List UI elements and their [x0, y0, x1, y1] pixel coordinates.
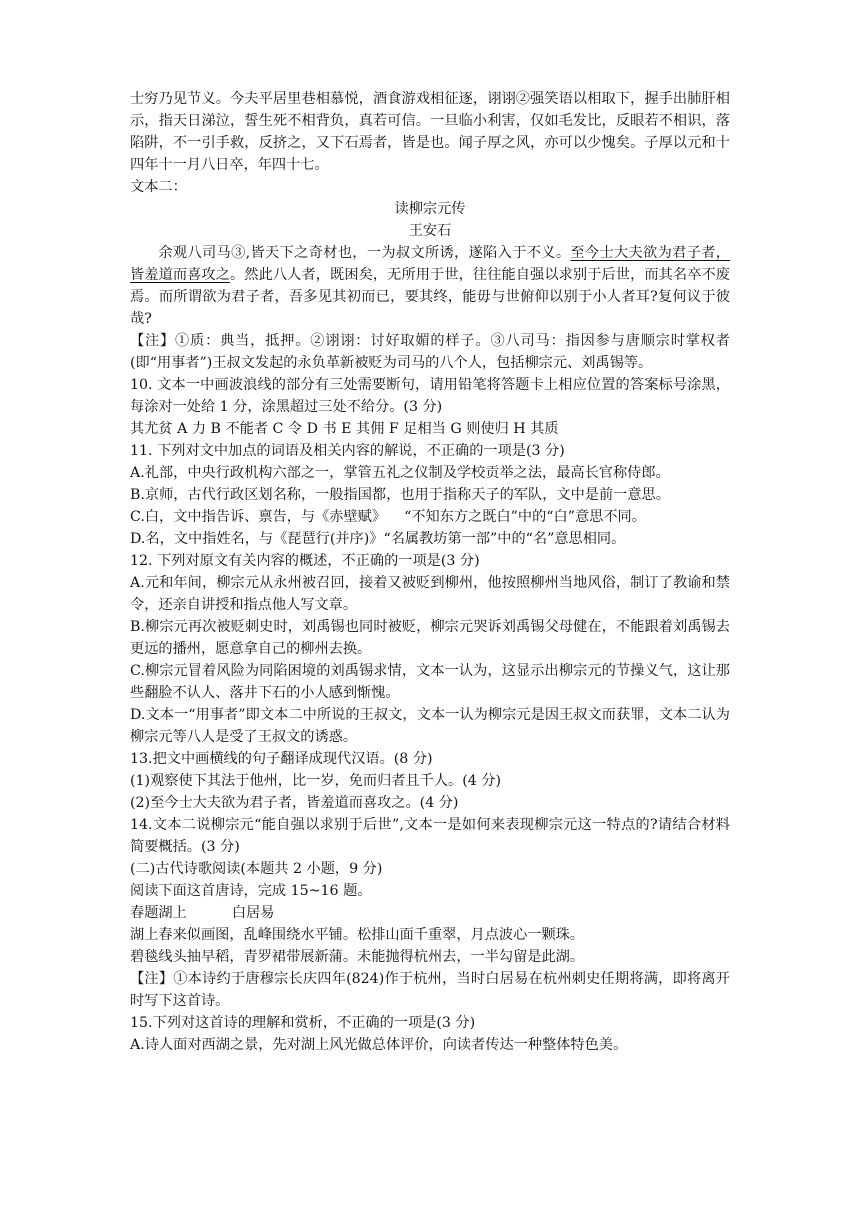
text2-label: 文本二：	[130, 179, 187, 195]
question-13: 13.把文中画横线的句子翻译成现代汉语。(8 分)	[130, 751, 433, 767]
question-11-option-b: B.京师，古代行政区划名称，一般指国都，也用于指称天子的军队，文中是前一意思。	[130, 487, 670, 503]
poem-note: 【注】①本诗约于唐穆宗长庆四年(824)作于杭州，当时白居易在杭州刺史任期将满，即将离开时写下这首诗。	[130, 971, 730, 1009]
section-heading: (二)古代诗歌阅读(本题共 2 小题，9 分)	[130, 861, 383, 877]
text2-part-a: 余观八司马③,皆天下之奇材也，一为叔文所诱，遂陷入于不义。	[158, 245, 571, 261]
question-12-option-c: C.柳宗元冒着风险为同陷困境的刘禹锡求情，文本一认为，这显示出柳宗元的节操义气，这让那些翻脸不认人、落井下石的小人感到惭愧。	[130, 663, 730, 701]
text2-title: 读柳宗元传	[394, 201, 466, 217]
question-12-option-a: A.元和年间，柳宗元从永州被召回，接着又被贬到柳州，他按照柳州当地风俗，制订了教谕和禁令，还亲自讲授和指点他人写文章。	[130, 575, 730, 613]
question-10: 10. 文本一中画波浪线的部分有三处需要断句，请用铅笔将答题卡上相应位置的答案标号涂黑，每涂对一处给 1 分，涂黑超过三处不给分。(3 分)	[130, 377, 730, 415]
poem-heading	[130, 902, 730, 924]
text2-paragraph	[130, 242, 730, 330]
question-12-option-b: B.柳宗元再次被贬刺史时，刘禹锡也同时被贬，柳宗元哭诉刘禹锡父母健在，不能跟着刘禹锡去更远的播州，愿意拿自己的柳州去换。	[130, 619, 730, 657]
underlined-sentence: 至今士大夫欲为君子者，皆羞道而喜攻之	[130, 245, 730, 283]
question-14: 14.文本二说柳宗元“能自强以求别于后世”,文本一是如何来表现柳宗元这一特点的?请结合材料简要概括。(3 分)	[130, 817, 730, 855]
poem-author: 白居易	[231, 905, 275, 921]
poem-line-2: 碧毯线头抽早稻，青罗裙带展新蒲。未能抛得杭州去，一半勾留是此湖。	[130, 949, 585, 965]
question-11-option-a: A.礼部，中央行政机构六部之一，掌管五礼之仪制及学校贡举之法，最高长官称侍郎。	[130, 465, 670, 481]
text2-author: 王安石	[408, 223, 452, 239]
text1-ending: 士穷乃见节义。今夫平居里巷相慕悦，酒食游戏相征逐，诩诩②强笑语以相取下，握手出肺肝相示，指天日涕泣，誓生死不相背负，真若可信。一旦临小利害，仅如毛发比，反眼若不相识，落陷阱，不一引手救，反挤之，又下石焉者，皆是也。闻子厚之风，亦可以少愧矣。子厚以元和十四年十一月八日卒，年四十七。	[130, 91, 730, 173]
question-11: 11. 下列对文中加点的词语及相关内容的解说，不正确的一项是(3 分)	[130, 443, 565, 459]
question-13-part-1: (1)观察使下其法于他州，比一岁，免而归者且千人。(4 分)	[130, 773, 502, 789]
poem-title: 春题湖上	[130, 905, 187, 921]
document-page	[130, 88, 730, 1056]
poem-line-1: 湖上春来似画图，乱峰围绕水平铺。松排山面千重翠，月点波心一颗珠。	[130, 927, 585, 943]
question-15: 15.下列对这首诗的理解和赏析，不正确的一项是(3 分)	[130, 1015, 476, 1031]
question-12-option-d: D.文本一“用事者”即文本二中所说的王叔文，文本一认为柳宗元是因王叔文而获罪，文本二认为柳宗元等八人是受了王叔文的诱惑。	[130, 707, 730, 745]
question-15-option-a: A.诗人面对西湖之景，先对湖上风光做总体评价，向读者传达一种整体特色美。	[130, 1037, 628, 1053]
question-12: 12. 下列对原文有关内容的概述，不正确的一项是(3 分)	[130, 553, 480, 569]
question-13-part-2: (2)至今士大夫欲为君子者，皆羞道而喜攻之。(4 分)	[130, 795, 459, 811]
section-intro: 阅读下面这首唐诗，完成 15~16 题。	[130, 883, 372, 899]
question-10-text: 其尤贫 A 力 B 不能者 C 令 D 书 E 其佣 F 足相当 G 则使归 H 其质	[130, 421, 559, 437]
text2-part-b: 。然此八人者，既困矣，无所用于世，往往能自强以求别于后世，而其名卒不废焉。而所谓欲为君子者，吾多见其初而已，要其终，能毋与世俯仰以别于小人者耳?复何议于彼哉?	[130, 267, 730, 327]
question-11-option-c: C.白，文中指告诉、禀告，与《赤壁赋》 “不知东方之既白”中的“白”意思不同。	[130, 509, 646, 525]
notes: 【注】①质：典当，抵押。②诩诩：讨好取媚的样子。③八司马：指因参与唐顺宗时掌权者(即“用事者”)王叔文发起的永负革新被贬为司马的八个人，包括柳宗元、刘禹锡等。	[130, 333, 730, 371]
question-11-option-d: D.名，文中指姓名，与《琵琶行(并序)》“名属教坊第一部”中的“名”意思相同。	[130, 531, 626, 547]
